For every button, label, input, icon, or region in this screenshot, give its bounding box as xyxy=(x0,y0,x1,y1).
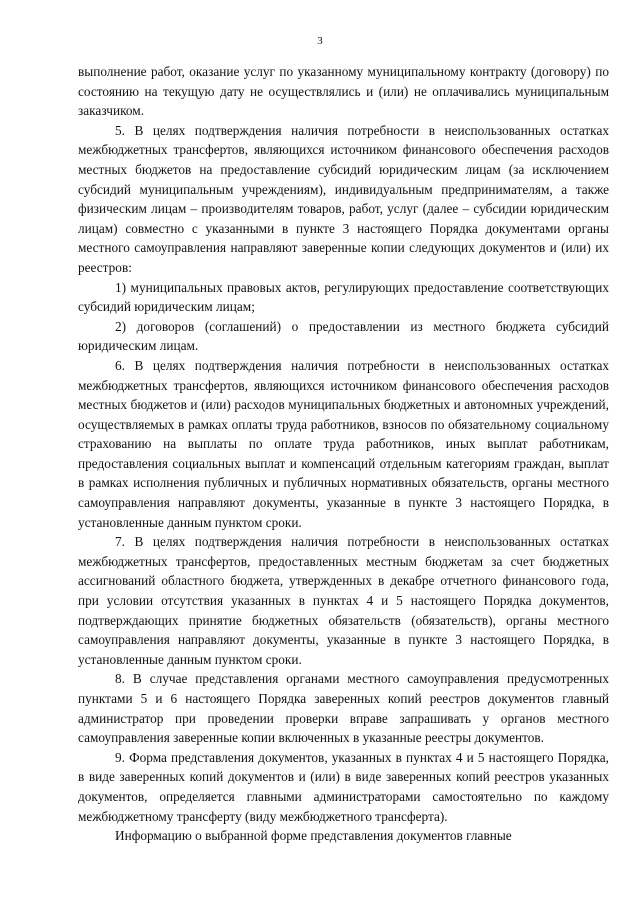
paragraph-item-8: 8. В случае представления органами местного самоуправления предусмотренных пунктами 5 и 6 настоящего Порядка заверенных копий реестров документов главный администратор при проведении проверки вправе запрашивать у органов местного самоуправления заверенные копии включенных в указанные реестры документов. xyxy=(78,671,609,746)
paragraph-continuation: выполнение работ, оказание услуг по указанному муниципальному контракту (договору) по состоянию на текущую дату не осуществлялись и (или) не оплачивались муниципальным заказчиком. xyxy=(78,64,609,119)
page-number: 3 xyxy=(317,35,323,47)
paragraph-item-6: 6. В целях подтверждения наличия потребности в неиспользованных остатках межбюджетных трансфертов, являющихся источником финансового обеспечения расходов местных бюджетов и (или) расходов муниципальных бюджетных и автономных учреждений, осуществляемых в рамках оплаты труда работников, взносов по обязательному социальному страхованию на выплаты по оплате труда работников, иных выплат работникам, предоставления социальных выплат и компенсаций отдельным категориям граждан, выплат в рамках исполнения публичных и публичных нормативных обязательств, органы местного самоуправления направляют документы, указанные в пункте 3 настоящего Порядка, в установленные данным пунктом сроки. xyxy=(78,357,609,530)
paragraph-subitem-1: 1) муниципальных правовых актов, регулирующих предоставление соответствующих субсидий юридическим лицам; xyxy=(78,279,609,315)
document-body xyxy=(78,62,609,846)
paragraph-item-9: 9. Форма представления документов, указанных в пунктах 4 и 5 настоящего Порядка, в виде заверенных копий документов и (или) в виде заверенных копий реестров указанных документов, определяется главными администраторами самостоятельно по каждому межбюджетному трансферту (виду межбюджетного трансферта). xyxy=(78,749,609,824)
paragraph-item-7: 7. В целях подтверждения наличия потребности в неиспользованных остатках межбюджетных трансфертов, предоставленных местным бюджетам за счет бюджетных ассигнований областного бюджета, утвержденных в декабре отчетного финансового года, при условии отсутствия указанных в пунктах 4 и 5 настоящего Порядка документов, подтверждающих принятие бюджетных обязательств (обязательств), органы местного самоуправления направляют документы, указанные в пункте 3 настоящего Порядка, в установленные данным пунктом сроки. xyxy=(78,534,609,667)
paragraph-information: Информацию о выбранной форме представления документов главные xyxy=(115,828,512,844)
paragraph-item-5: 5. В целях подтверждения наличия потребности в неиспользованных остатках межбюджетных трансфертов, являющихся источником финансового обеспечения расходов местных бюджетов на предоставление субсидий юридическим лицам (за исключением субсидий муниципальным учреждениям), индивидуальным предпринимателям, а также физическим лицам – производителям товаров, работ, услуг (далее – субсидии юридическим лицам) совместно с указанными в пункте 3 настоящего Порядка документами органы местного самоуправления направляют заверенные копии следующих документов и (или) их реестров: xyxy=(78,122,609,275)
paragraph-subitem-2: 2) договоров (соглашений) о предоставлении из местного бюджета субсидий юридическим лицам. xyxy=(78,318,609,354)
